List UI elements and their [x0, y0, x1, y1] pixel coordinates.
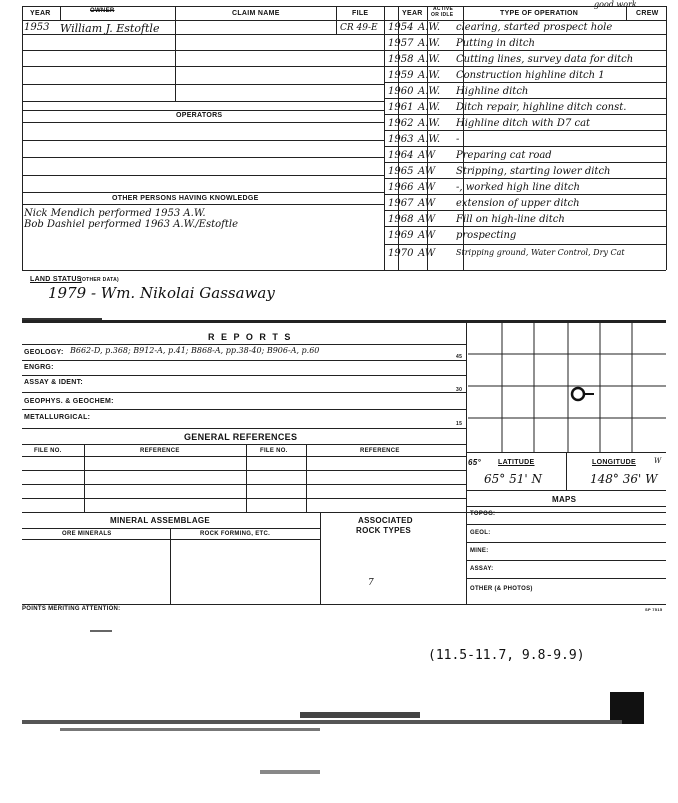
operation-text: extension of upper ditch	[456, 198, 580, 209]
other-person-2: Bob Dashiel performed 1963 A.W./Estoftle	[24, 219, 238, 230]
operation-year: 1954	[388, 22, 414, 33]
rock-types-label: ROCK TYPES	[356, 526, 412, 535]
claim-owner: William J. Estoftle	[60, 22, 160, 35]
operation-year: 1965	[388, 166, 414, 177]
operation-status: A.W.	[418, 118, 441, 129]
operation-text: Preparing cat road	[456, 150, 552, 161]
operation-text: Construction highline ditch 1	[456, 70, 605, 81]
other-person-1: Nick Mendich performed 1953 A.W.	[24, 208, 206, 219]
top-note: good work	[594, 0, 637, 9]
operation-year: 1966	[388, 182, 414, 193]
operation-year: 1963	[388, 134, 414, 145]
scale-30: 30	[456, 387, 463, 393]
operation-status: AW	[418, 166, 436, 177]
operation-status: AW	[418, 214, 436, 225]
claim-name-header: CLAIM NAME	[232, 10, 280, 17]
points-meriting-label: POINTS MERITING ATTENTION:	[22, 606, 121, 612]
operation-year: 1959	[388, 70, 414, 81]
longitude-label: LONGITUDE	[592, 459, 636, 466]
points-note: (11.5-11.7, 9.8-9.9)	[428, 648, 585, 663]
operation-text: Putting in ditch	[456, 38, 535, 49]
form-code: SP 7515	[645, 607, 663, 612]
operation-text: -	[456, 134, 460, 145]
operations-table	[386, 20, 666, 270]
type-of-operation-header: TYPE OF OPERATION	[500, 10, 579, 17]
operation-year: 1967	[388, 198, 414, 209]
claim-location-marker	[572, 388, 584, 400]
idle-header: OR IDLE	[431, 12, 454, 18]
operation-row	[386, 230, 666, 245]
general-references-title: GENERAL REFERENCES	[184, 432, 298, 442]
other-persons-label: OTHER PERSONS HAVING KNOWLEDGE	[112, 195, 259, 202]
reports-title: R E P O R T S	[208, 332, 293, 342]
claim-file: CR 49-E	[340, 23, 378, 33]
operation-year: 1961	[388, 102, 414, 113]
lat-prefix: 65°	[468, 458, 481, 467]
operation-text: Highline ditch	[456, 86, 529, 97]
active-header: ACTIVE	[433, 6, 454, 12]
operation-text: prospecting	[456, 230, 517, 241]
operation-text: Stripping, starting lower ditch	[456, 166, 611, 177]
maps-title: MAPS	[552, 495, 577, 504]
land-status-sublabel: (OTHER DATA)	[80, 277, 119, 283]
operation-status: A.W.	[418, 102, 441, 113]
file-header: FILE	[352, 10, 369, 17]
operation-status: A.W.	[418, 54, 441, 65]
operation-year: 1957	[388, 38, 414, 49]
maps-other-label: OTHER (& PHOTOS)	[470, 586, 533, 592]
ref-col-file-no: FILE NO.	[34, 448, 62, 454]
scale-15: 15	[456, 421, 463, 427]
operators-label: OPERATORS	[176, 112, 223, 119]
latitude-label: LATITUDE	[498, 459, 535, 466]
operation-status: A.W.	[418, 134, 441, 145]
maps-topog-label: TOPOG:	[470, 511, 496, 517]
claim-year: 1953	[24, 22, 50, 33]
owner-header: OWNER	[90, 8, 115, 14]
operation-status: AW	[418, 182, 436, 193]
operation-status: AW	[418, 198, 436, 209]
operation-status: AW	[418, 230, 436, 241]
operation-year: 1960	[388, 86, 414, 97]
operation-year: 1964	[388, 150, 414, 161]
crew-header: CREW	[636, 10, 659, 17]
maps-assay-label: ASSAY:	[470, 566, 494, 572]
latitude-value: 65° 51' N	[484, 472, 542, 486]
operation-status: A.W.	[418, 70, 441, 81]
ref-col-reference-2: REFERENCE	[360, 448, 400, 454]
location-grid	[468, 322, 666, 452]
land-status-value: 1979 - Wm. Nikolai Gassaway	[48, 284, 275, 302]
operation-status: AW	[418, 150, 436, 161]
rock-types-value: 7	[368, 578, 374, 588]
operation-text: -, worked high line ditch	[456, 182, 580, 193]
operation-status: A.W.	[418, 22, 441, 33]
geology-label: GEOLOGY:	[24, 349, 64, 356]
rock-forming-label: ROCK FORMING, ETC.	[200, 531, 271, 537]
land-status-label: LAND STATUS	[30, 276, 82, 283]
operation-text: Cutting lines, survey data for ditch	[456, 54, 634, 65]
operation-text: clearing, started prospect hole	[456, 22, 613, 33]
operation-text: Ditch repair, highline ditch const.	[456, 102, 627, 113]
operation-year: 1968	[388, 214, 414, 225]
operation-status: AW	[418, 248, 436, 259]
ref-col-reference: REFERENCE	[140, 448, 180, 454]
assay-ident-label: ASSAY & IDENT:	[24, 379, 84, 386]
maps-geol-label: GEOL:	[470, 530, 491, 536]
operation-status: A.W.	[418, 86, 441, 97]
year-header: YEAR	[30, 10, 51, 17]
year2-header: YEAR	[402, 10, 423, 17]
operation-text: Highline ditch with D7 cat	[456, 118, 591, 129]
longitude-value: 148° 36' W	[590, 472, 658, 486]
geology-value: B662-D, p.368; B912-A, p.41; B868-A, pp.38-40; B906-A, p.60	[70, 346, 320, 355]
engrg-label: ENGRG:	[24, 364, 54, 371]
ref-col-file-no-2: FILE NO.	[260, 448, 288, 454]
longitude-hw: W	[654, 457, 662, 465]
operation-year: 1970	[388, 248, 414, 259]
operation-text: Fill on high-line ditch	[456, 214, 565, 225]
operation-status: A.W.	[418, 38, 441, 49]
operation-text: Stripping ground, Water Control, Dry Cat	[456, 248, 625, 257]
associated-label: ASSOCIATED	[358, 516, 413, 525]
operation-year: 1962	[388, 118, 414, 129]
operation-year: 1969	[388, 230, 414, 241]
ore-minerals-label: ORE MINERALS	[62, 531, 112, 537]
geophys-label: GEOPHYS. & GEOCHEM:	[24, 398, 114, 405]
metallurgical-label: METALLURGICAL:	[24, 414, 91, 421]
scale-45: 45	[456, 354, 463, 360]
operation-row	[386, 248, 666, 263]
mineral-assemblage-title: MINERAL ASSEMBLAGE	[110, 516, 211, 525]
maps-mine-label: MINE:	[470, 548, 489, 554]
operation-year: 1958	[388, 54, 414, 65]
